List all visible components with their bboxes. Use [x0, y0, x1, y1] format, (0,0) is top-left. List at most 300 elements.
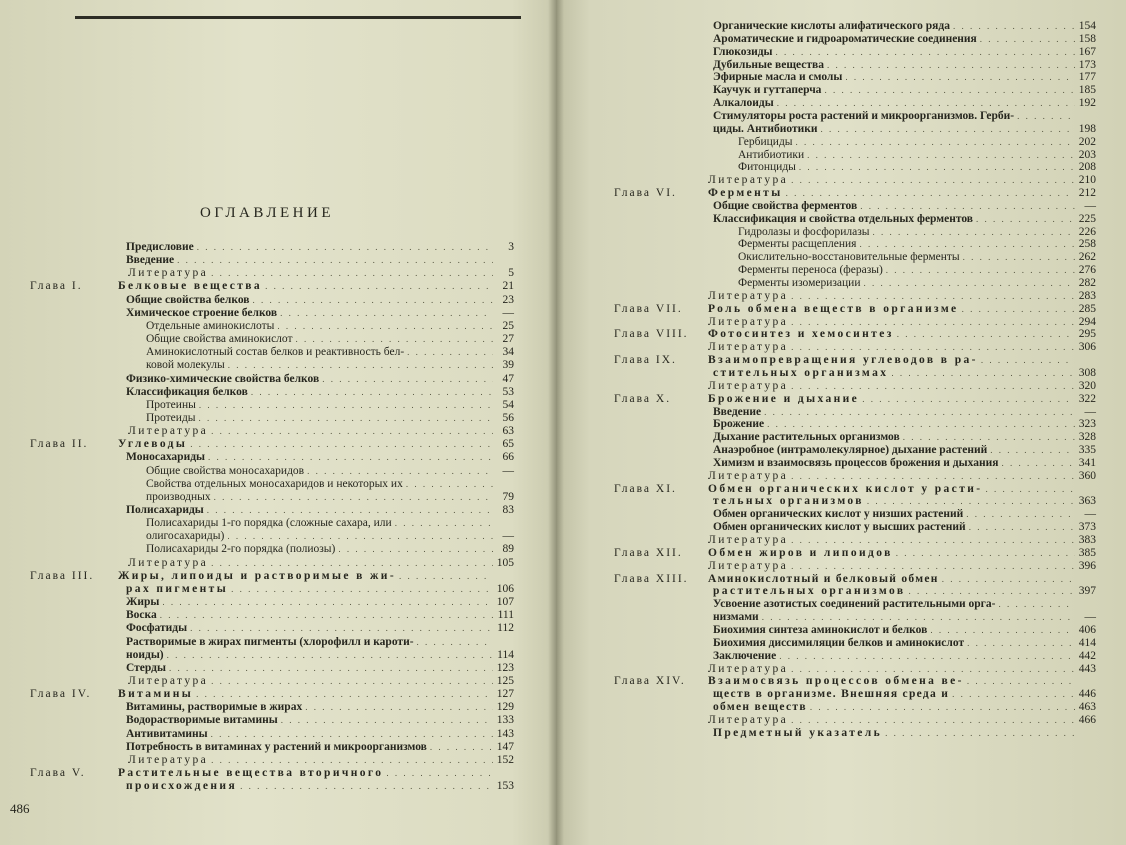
toc-entry: [30, 280, 514, 292]
toc-entry: [614, 534, 1096, 546]
chapter-label: Глава I.: [30, 280, 83, 293]
entry-page: 295: [1078, 328, 1096, 341]
entry-page: 322: [1078, 392, 1096, 405]
dot-leader: [791, 316, 1075, 328]
entry-page: 53: [502, 385, 514, 398]
entry-page: 226: [1078, 225, 1096, 238]
dot-leader: [976, 213, 1075, 225]
dot-leader: [952, 688, 1075, 700]
toc-entry: [30, 373, 514, 385]
dot-leader: [240, 780, 493, 792]
dot-leader: [969, 521, 1075, 533]
entry-page: 5: [508, 267, 514, 280]
dot-leader: [908, 585, 1075, 597]
entry-page: 153: [496, 780, 514, 793]
toc-entry: [30, 241, 514, 253]
chapter-label: Глава XII.: [614, 546, 683, 559]
entry-page: 112: [497, 622, 514, 635]
dot-leader: [990, 444, 1075, 456]
book-gutter: [548, 0, 564, 845]
entry-page: 262: [1078, 251, 1096, 264]
entry-title: Обмен жиров и липоидов: [708, 546, 893, 559]
toc-entry: [614, 264, 1096, 276]
entry-page: 143: [496, 727, 514, 740]
entry-title: Растворимые в жирах пигменты (хлорофилл и кароти-: [126, 635, 414, 648]
toc-entry: [30, 517, 514, 529]
dot-leader: [821, 123, 1075, 135]
toc-entry: [30, 465, 514, 477]
entry-title: Литература: [128, 425, 209, 438]
toc-entry: [30, 386, 514, 398]
toc-entry: [30, 543, 514, 555]
entry-page: —: [1084, 611, 1096, 624]
entry-page: 208: [1078, 161, 1096, 174]
entry-title: Литература: [708, 662, 789, 675]
toc-entry: [614, 84, 1096, 96]
dot-leader: [930, 624, 1075, 636]
entry-page: 83: [502, 504, 514, 516]
toc-entry: [614, 149, 1096, 161]
entry-page: 323: [1078, 418, 1096, 431]
entry-title: Предметный указатель: [713, 726, 883, 739]
entry-page: 167: [1078, 45, 1096, 58]
dot-leader: [942, 573, 1075, 585]
toc-entry: [614, 316, 1096, 328]
chapter-label: Глава VIII.: [614, 328, 689, 341]
entry-title: растительных организмов: [713, 585, 906, 598]
dot-leader: [305, 701, 493, 713]
dot-leader: [177, 254, 493, 266]
entry-page: 385: [1078, 546, 1096, 559]
dot-leader: [791, 341, 1075, 353]
dot-leader: [160, 609, 493, 621]
dot-leader: [962, 303, 1075, 315]
dot-leader: [953, 20, 1075, 32]
dot-leader: [791, 560, 1075, 572]
entry-page: 66: [502, 451, 514, 464]
entry-title: Аминокислотный и белковый обмен: [708, 572, 939, 585]
dot-leader: [980, 33, 1075, 45]
entry-title: Литература: [708, 469, 789, 482]
dot-leader: [211, 267, 493, 279]
entry-page: 114: [497, 648, 514, 661]
dot-leader: [296, 333, 493, 345]
toc-entry: [30, 714, 514, 726]
entry-title: Фотосинтез и хемосинтез: [708, 328, 894, 341]
toc-entry: [614, 611, 1096, 623]
toc-entry: [614, 97, 1096, 109]
entry-title: Протеиды: [146, 411, 196, 424]
entry-title: производных: [146, 490, 211, 503]
entry-title: Гидролазы и фосфорилазы: [738, 225, 870, 238]
dot-leader: [277, 320, 493, 332]
entry-title: Брожение и дыхание: [708, 392, 860, 405]
entry-page: 133: [496, 714, 514, 727]
toc-entry: [614, 418, 1096, 430]
entry-page: 127: [496, 688, 514, 701]
toc-entry: [30, 491, 514, 503]
entry-title: циды. Антибиотики: [713, 122, 818, 135]
toc-entry: [614, 393, 1096, 405]
dot-leader: [777, 97, 1075, 109]
dot-leader: [406, 478, 493, 490]
dot-leader: [430, 741, 493, 753]
dot-leader: [386, 767, 493, 779]
entry-title: Отдельные аминокислоты: [146, 319, 275, 332]
entry-page: —: [1084, 405, 1096, 418]
entry-title: Биохимия диссимиляции белков и аминокислот: [713, 636, 965, 649]
chapter-label: Глава X.: [614, 392, 672, 405]
toc-entry: [614, 444, 1096, 456]
entry-page: 397: [1078, 585, 1096, 598]
entry-title: Введение: [713, 405, 762, 418]
entry-page: —: [502, 464, 514, 477]
dot-leader: [999, 598, 1076, 610]
dot-leader: [862, 393, 1075, 405]
entry-page: 154: [1078, 20, 1096, 32]
dot-leader: [162, 596, 493, 608]
toc-entry: [614, 277, 1096, 289]
toc-entry: [614, 483, 1096, 495]
entry-page: 285: [1078, 302, 1096, 315]
entry-title: Фосфатиды: [126, 622, 188, 635]
entry-title: Химическое строение белков: [126, 306, 278, 319]
toc-entry: [614, 714, 1096, 726]
dot-leader: [1001, 457, 1075, 469]
dot-leader: [791, 470, 1075, 482]
toc-entry: [614, 303, 1096, 315]
dot-leader: [791, 174, 1075, 186]
entry-title: Воска: [126, 609, 157, 622]
entry-title: Гербициды: [738, 135, 793, 148]
left-toc: [0, 0, 556, 845]
dot-leader: [776, 46, 1075, 58]
entry-title: Обмен органических кислот у расти-: [708, 482, 983, 495]
dot-leader: [322, 373, 493, 385]
entry-title: Жиры: [126, 596, 160, 609]
entry-page: 442: [1078, 649, 1096, 662]
entry-title: Фитонциды: [738, 161, 796, 174]
entry-title: ществ в организме. Внешняя среда и: [713, 688, 950, 701]
entry-title: Витамины, растворимые в жирах: [126, 701, 303, 714]
entry-title: Алкалоиды: [713, 97, 774, 110]
toc-entry: [614, 200, 1096, 212]
dot-leader: [265, 280, 493, 292]
dot-leader: [208, 451, 493, 463]
toc-entry: [614, 688, 1096, 700]
dot-leader: [228, 359, 493, 371]
dot-leader: [190, 622, 493, 634]
dot-leader: [791, 714, 1075, 726]
toc-entry: [614, 650, 1096, 662]
dot-leader: [211, 425, 493, 437]
entry-title: Общие свойства ферментов: [713, 199, 858, 212]
entry-title: Органические кислоты алифатического ряда: [713, 20, 950, 32]
entry-page: 383: [1078, 534, 1096, 546]
entry-title: Литература: [708, 174, 789, 187]
entry-page: 446: [1078, 688, 1096, 701]
entry-title: Литература: [128, 556, 209, 569]
entry-page: 129: [496, 701, 514, 714]
chapter-label: Глава II.: [30, 438, 89, 451]
toc-entry: [30, 504, 514, 516]
toc-entry: [30, 741, 514, 753]
entry-title: Глюкозиды: [713, 45, 773, 58]
entry-page: 276: [1078, 264, 1096, 277]
entry-title: Литература: [128, 674, 209, 687]
entry-title: Антибиотики: [738, 148, 805, 161]
entry-title: ноиды): [126, 648, 164, 661]
dot-leader: [199, 412, 493, 424]
dot-leader: [779, 650, 1075, 662]
toc-entry: [30, 649, 514, 661]
toc-entry: [614, 226, 1096, 238]
toc-entry: [30, 412, 514, 424]
toc-entry: [30, 478, 514, 490]
entry-page: 173: [1078, 58, 1096, 71]
dot-leader: [885, 727, 1075, 739]
entry-title: низмами: [713, 611, 759, 624]
entry-title: Каучук и гуттаперча: [713, 84, 822, 97]
toc-entry: [614, 354, 1096, 366]
entry-title: Ферменты переноса (феразы): [738, 264, 883, 277]
dot-leader: [207, 504, 493, 516]
toc-entry: [30, 636, 514, 648]
dot-leader: [859, 238, 1075, 250]
entry-page: 258: [1078, 238, 1096, 251]
dot-leader: [211, 675, 493, 687]
entry-page: 185: [1078, 84, 1096, 97]
toc-entry: [30, 596, 514, 608]
entry-title: Литература: [708, 379, 789, 392]
chapter-label: Глава XIV.: [614, 675, 686, 688]
toc-entry: [614, 508, 1096, 520]
entry-title: Литература: [708, 534, 789, 546]
entry-page: —: [1084, 508, 1096, 521]
toc-entry: [30, 425, 514, 437]
dot-leader: [199, 399, 493, 411]
entry-title: Литература: [708, 315, 789, 328]
toc-entry: [614, 20, 1096, 32]
toc-entry: [614, 290, 1096, 302]
entry-page: 363: [1078, 495, 1096, 508]
dot-leader: [253, 294, 493, 306]
entry-title: Аминокислотный состав белков и реактивность бел-: [146, 346, 405, 359]
entry-page: 47: [502, 372, 514, 385]
toc-entry: [30, 609, 514, 621]
entry-title: олигосахариды): [146, 530, 225, 543]
entry-title: Ферменты: [708, 187, 783, 200]
toc-entry: [30, 320, 514, 332]
entry-page: 294: [1078, 315, 1096, 328]
toc-entry: [614, 328, 1096, 340]
entry-title: Жиры, липоиды и растворимые в жи-: [118, 569, 397, 582]
toc-entry: [614, 213, 1096, 225]
dot-leader: [407, 346, 493, 358]
entry-title: происхождения: [126, 780, 238, 793]
entry-title: Взаимопревращения углеводов в ра-: [708, 354, 978, 367]
dot-leader: [867, 495, 1075, 507]
toc-entry: [30, 570, 514, 582]
toc-entry: [30, 530, 514, 542]
entry-page: 105: [496, 556, 514, 569]
dot-leader: [967, 637, 1075, 649]
entry-title: Окислительно-восстановительные ферменты: [738, 251, 960, 264]
left-page: [0, 0, 556, 845]
dot-leader: [762, 611, 1075, 623]
toc-entry: [614, 663, 1096, 675]
entry-title: Протеины: [146, 398, 196, 411]
entry-title: Водорастворимые витамины: [126, 714, 278, 727]
entry-page: 320: [1078, 379, 1096, 392]
toc-entry: [30, 399, 514, 411]
dot-leader: [827, 59, 1075, 71]
entry-title: Обмен органических кислот у высших растений: [713, 521, 966, 534]
dot-leader: [1017, 110, 1075, 122]
toc-entry: [614, 406, 1096, 418]
dot-leader: [211, 728, 493, 740]
entry-page: —: [502, 306, 514, 319]
chapter-label: Глава VII.: [614, 302, 683, 315]
toc-entry: [614, 341, 1096, 353]
toc-entry: [614, 495, 1096, 507]
toc-entry: [614, 110, 1096, 122]
dot-leader: [791, 534, 1075, 546]
toc-entry: [614, 123, 1096, 135]
entry-page: 3: [508, 241, 514, 253]
toc-entry: [614, 637, 1096, 649]
toc-entry: [614, 675, 1096, 687]
dot-leader: [169, 662, 493, 674]
entry-title: Литература: [128, 753, 209, 766]
entry-page: 107: [496, 596, 514, 609]
toc-entry: [614, 547, 1096, 559]
dot-leader: [767, 418, 1075, 430]
toc-heading: ОГЛАВЛЕНИЕ: [200, 205, 334, 221]
entry-page: 308: [1078, 366, 1096, 379]
entry-title: Общие свойства белков: [126, 293, 250, 306]
toc-entry: [614, 71, 1096, 83]
toc-entry: [614, 367, 1096, 379]
entry-page: 123: [496, 661, 514, 674]
entry-page: 89: [502, 543, 514, 556]
dot-leader: [786, 187, 1075, 199]
entry-page: 21: [502, 280, 514, 293]
entry-page: 202: [1078, 135, 1096, 148]
entry-title: Полисахариды 2-го порядка (полиозы): [146, 543, 336, 556]
entry-page: 328: [1078, 431, 1096, 444]
entry-title: Литература: [708, 713, 789, 726]
dot-leader: [891, 367, 1075, 379]
entry-page: 177: [1078, 71, 1096, 84]
entry-page: 282: [1078, 277, 1096, 289]
entry-title: Анаэробное (интрамолекулярное) дыхание растений: [713, 444, 988, 457]
entry-title: ковой молекулы: [146, 359, 225, 372]
entry-page: 39: [502, 359, 514, 372]
entry-page: 147: [496, 740, 514, 753]
entry-title: Общие свойства моносахаридов: [146, 464, 305, 477]
entry-page: 34: [502, 346, 514, 359]
entry-page: 56: [502, 411, 514, 424]
entry-page: 463: [1078, 701, 1096, 714]
toc-entry: [30, 583, 514, 595]
toc-entry: [30, 359, 514, 371]
dot-leader: [190, 438, 493, 450]
toc-entry: [30, 728, 514, 740]
entry-title: Дубильные вещества: [713, 58, 824, 71]
entry-title: Взаимосвязь процессов обмена ве-: [708, 675, 964, 688]
entry-page: 212: [1078, 187, 1096, 200]
entry-page: 23: [502, 293, 514, 306]
entry-page: 210: [1078, 174, 1096, 187]
toc-entry: [614, 251, 1096, 263]
toc-entry: [614, 380, 1096, 392]
dot-leader: [417, 636, 493, 648]
toc-entry: [30, 622, 514, 634]
toc-entry: [30, 688, 514, 700]
entry-page: 192: [1078, 97, 1096, 110]
chapter-label: Глава VI.: [614, 187, 677, 200]
chapter-label: Глава IX.: [614, 354, 677, 367]
entry-title: Эфирные масла и смолы: [713, 71, 843, 84]
right-toc: [556, 0, 1126, 845]
entry-title: рах пигменты: [126, 582, 229, 595]
toc-entry: [614, 701, 1096, 713]
toc-entry: [614, 431, 1096, 443]
entry-title: Литература: [708, 289, 789, 302]
entry-title: Белковые вещества: [118, 280, 263, 293]
dot-leader: [963, 251, 1075, 263]
entry-page: 203: [1078, 148, 1096, 161]
toc-entry: [30, 438, 514, 450]
chapter-label: Глава V.: [30, 767, 86, 779]
dot-leader: [764, 406, 1075, 418]
entry-title: Углеводы: [118, 438, 188, 451]
dot-leader: [799, 161, 1075, 173]
entry-page: 373: [1078, 521, 1096, 534]
dot-leader: [796, 136, 1075, 148]
toc-entry: [614, 598, 1096, 610]
toc-entry: [30, 254, 514, 266]
entry-title: Ферменты изомеризации: [738, 277, 861, 289]
dot-leader: [824, 84, 1075, 96]
entry-page: 360: [1078, 469, 1096, 482]
dot-leader: [791, 663, 1075, 675]
toc-entry: [30, 754, 514, 766]
toc-entry: [614, 187, 1096, 199]
dot-leader: [211, 754, 493, 766]
entry-title: Обмен органических кислот у низших растений: [713, 508, 964, 521]
toc-entry: [30, 346, 514, 358]
dot-leader: [791, 290, 1075, 302]
toc-entry: [614, 33, 1096, 45]
entry-title: Биохимия синтеза аминокислот и белков: [713, 623, 928, 636]
entry-page: 125: [496, 674, 514, 687]
chapter-label: Глава XI.: [614, 482, 677, 495]
entry-title: Витамины: [118, 688, 194, 701]
toc-entry: [614, 521, 1096, 533]
entry-title: Усвоение азотистых соединений растительными орга-: [713, 598, 996, 611]
dot-leader: [281, 714, 493, 726]
dot-leader: [197, 241, 493, 253]
dot-leader: [231, 583, 493, 595]
toc-entry: [30, 267, 514, 279]
entry-title: Ферменты расщепления: [738, 238, 857, 251]
entry-title: Стерды: [126, 661, 166, 674]
dot-leader: [395, 517, 493, 529]
entry-title: Введение: [126, 254, 175, 267]
entry-page: 414: [1078, 636, 1096, 649]
